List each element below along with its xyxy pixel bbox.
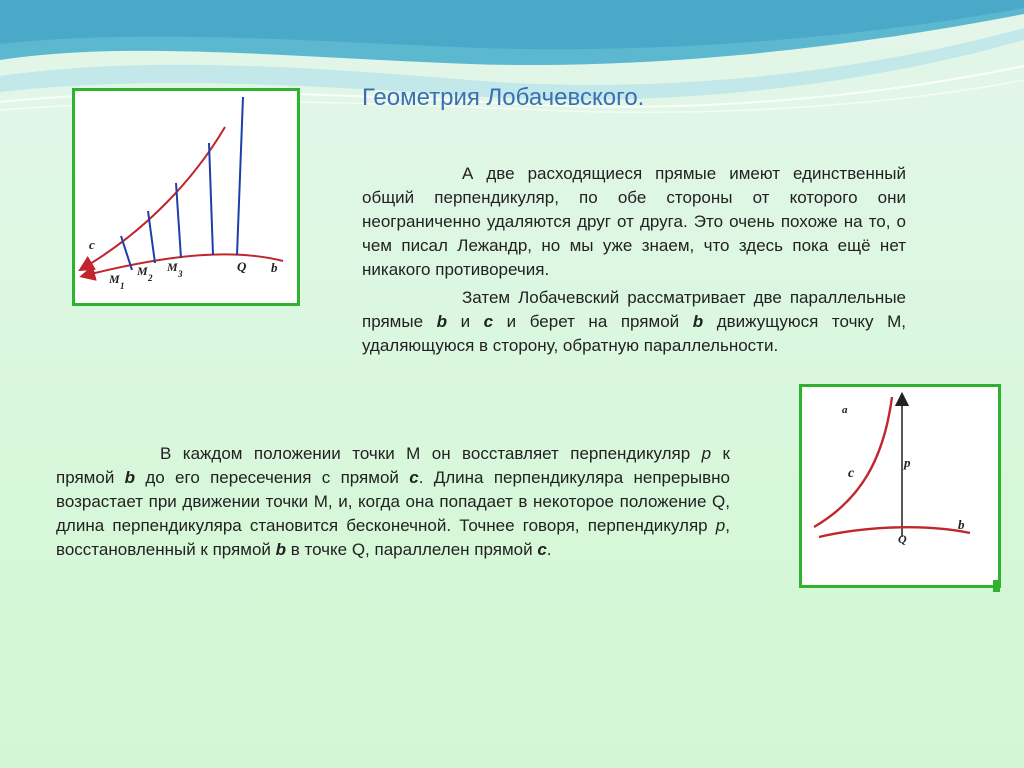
figure-diverging-lines (72, 88, 300, 306)
paragraph-1: А две расходящиеся прямые имеют единственный общий перпендикуляр, по обе стороны от которого они неограниченно удаляются друг от друга. Это очень похоже на то, о чем писал Лежандр, но мы уже знаем, что здесь пока ещё нет никакого противоречия. (362, 164, 906, 279)
label-m1-sub: 1 (120, 281, 125, 291)
perpendicular-m2 (148, 211, 155, 263)
line-b (819, 527, 970, 537)
label-m2-sub: 2 (148, 273, 153, 283)
label-p: p (904, 455, 911, 470)
label-a: a (842, 404, 848, 416)
label-c: c (89, 237, 95, 252)
label-m3: M (167, 260, 178, 274)
figure-parallel-limit (799, 384, 1001, 588)
label-m2: M (137, 264, 148, 278)
perpendicular-q (237, 97, 243, 255)
label-m1: M (109, 272, 120, 286)
figure-1-drawing (75, 91, 297, 303)
line-c (85, 127, 225, 267)
label-c: c (848, 466, 855, 481)
label-b: b (271, 260, 278, 275)
perpendicular-m1 (121, 236, 132, 270)
page-title: Геометрия Лобачевского. (362, 84, 645, 111)
line-c (814, 397, 892, 527)
perpendicular-4 (209, 143, 213, 255)
frame-corner-mark (993, 580, 1000, 592)
label-b: b (958, 517, 965, 532)
label-q: Q (237, 259, 247, 274)
paragraph-3: В каждом положении точки М он восставляет перпендикуляр p к прямой b до его пересечения с прямой c. Длина перпендикуляра непрерывно возрастает при движении точки М, и, когда она попадает в некоторое положение Q, длина перпендикуляра становится бесконечной. Точнее говоря, перпендикуляр p, восстановленный к прямой b в точке Q, параллелен прямой c. (56, 444, 731, 559)
label-m3-sub: 3 (178, 269, 183, 279)
perpendicular-m3 (176, 183, 181, 258)
figure-2-drawing (802, 387, 998, 585)
label-q: Q (898, 532, 907, 546)
paragraph-2: Затем Лобачевский рассматривает две параллельные прямые b и c и берет на прямой b движущуюся точку М, удаляющуюся в сторону, обратную параллельности. (362, 288, 907, 355)
